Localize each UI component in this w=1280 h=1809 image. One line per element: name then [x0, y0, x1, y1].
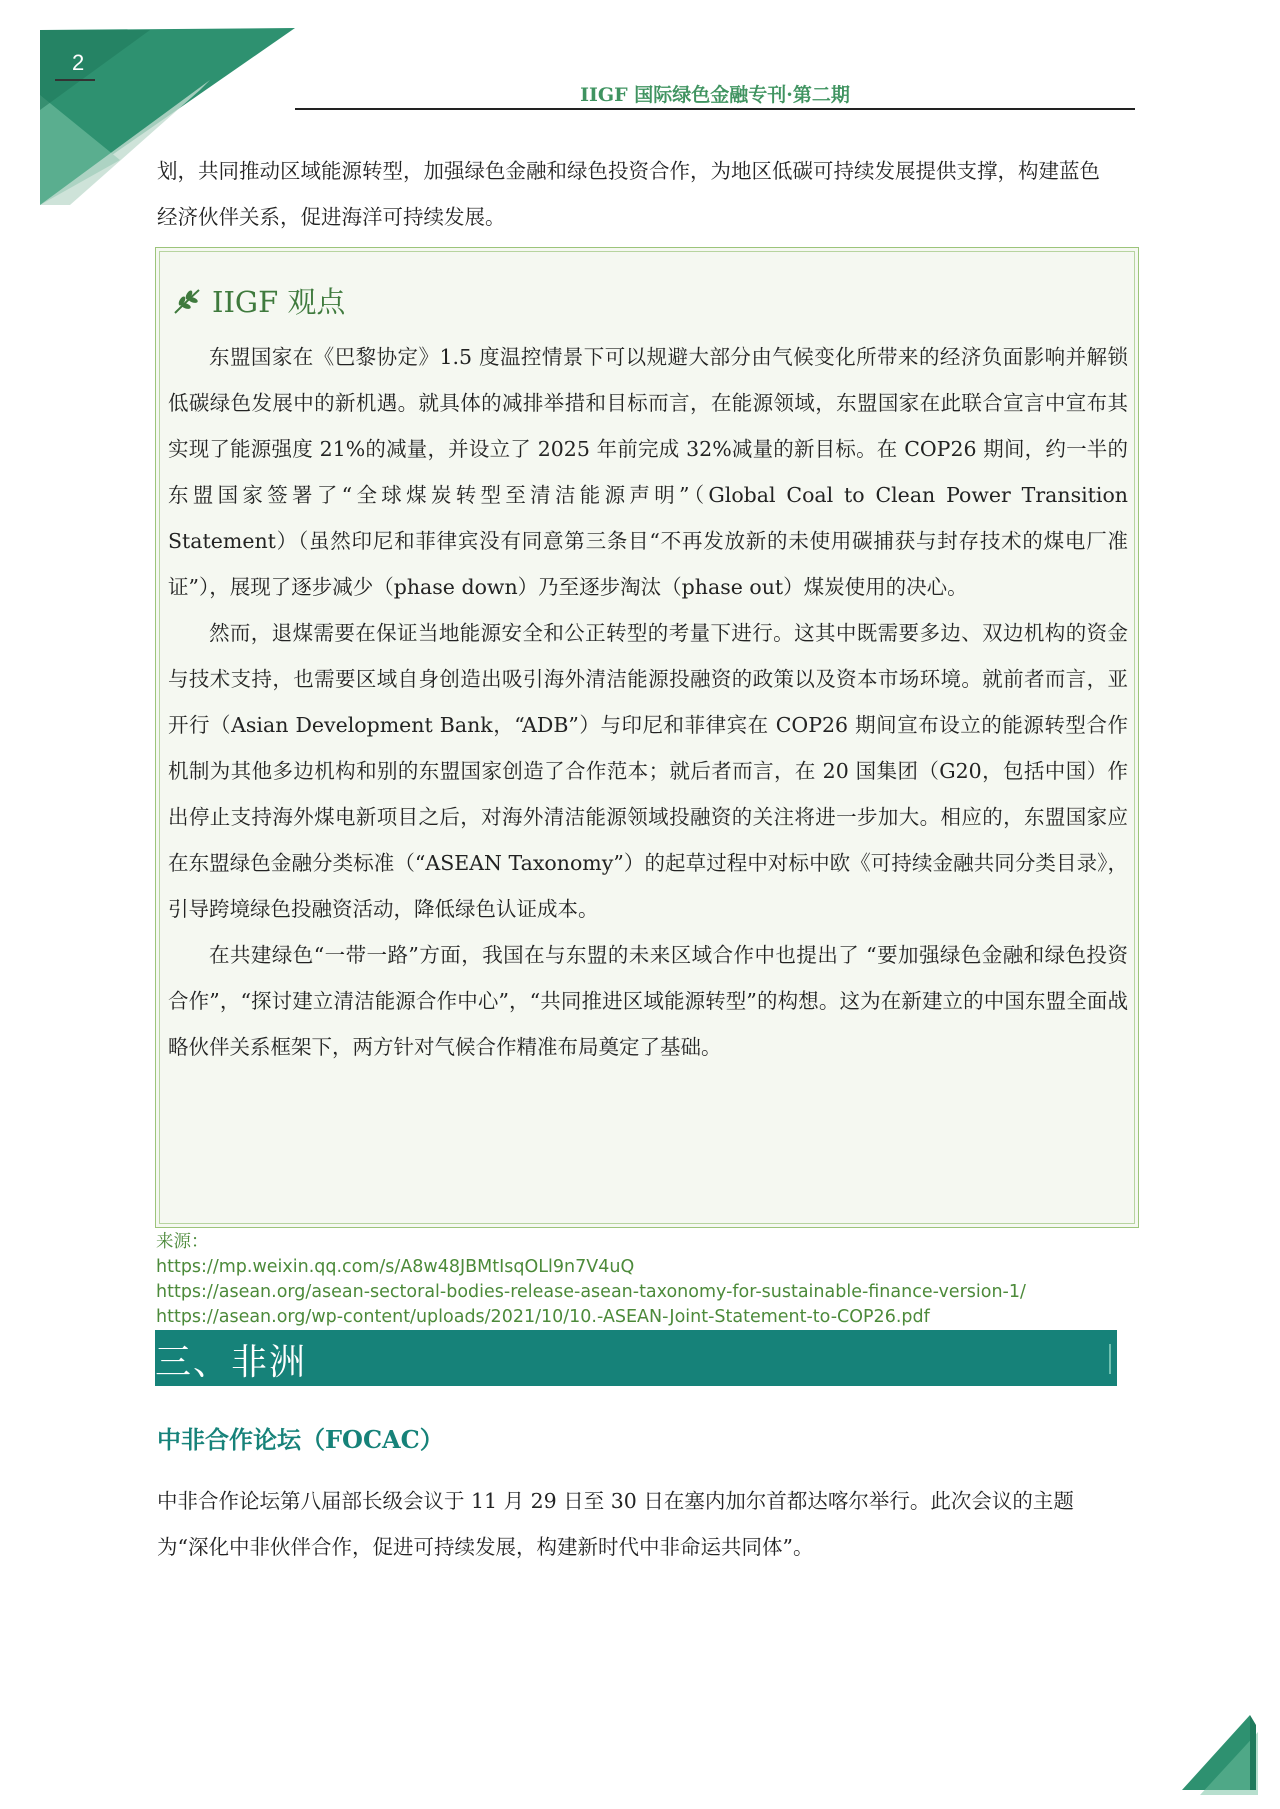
page-number: 2 — [72, 50, 85, 75]
source-link[interactable]: https://asean.org/wp-content/uploads/2021/10/10.-ASEAN-Joint-Statement-to-COP26.pdf — [156, 1307, 930, 1327]
sources-block — [156, 1230, 1026, 1330]
iigf-viewpoint-box — [155, 247, 1139, 1228]
leaf-icon — [172, 286, 202, 316]
iigf-paragraph: 东盟国家在《巴黎协定》1.5 度温控情景下可以规避大部分由气候变化所带来的经济负面影响并解锁低碳绿色发展中的新机遇。就具体的减排举措和目标而言，在能源领域，东盟国家在此联合宣言中宣布其实现了能源强度 21%的减量，并设立了 2025 年前完成 32%减量的新目标。在 COP26 期间，约一半的东盟国家签署了“全球煤炭转型至清洁能源声明”（Global Coal to Clean Power Transition Statement）（虽然印尼和菲律宾没有同意第三条目“不再发放新的未使用碳捕获与封存技术的煤电厂准证”），展现了逐步减少（phase down）乃至逐步淘汰（phase out）煤炭使用的决心。 — [168, 345, 1128, 599]
focac-heading: 中非合作论坛（FOCAC） — [157, 1425, 444, 1454]
header-title: IIGF 国际绿色金融专刊·第二期 — [580, 84, 850, 106]
section-header-bar — [155, 1330, 1117, 1386]
iigf-paragraph: 在共建绿色“一带一路”方面，我国在与东盟的未来区域合作中也提出了 “要加强绿色金融和绿色投资合作”，“探讨建立清洁能源合作中心”，“共同推进区域能源转型”的构想。这为在新建立的中国东盟全面战略伙伴关系框架下，两方针对气候合作精准布局奠定了基础。 — [168, 943, 1128, 1059]
focac-paragraph: 中非合作论坛第八届部长级会议于 11 月 29 日至 30 日在塞内加尔首都达喀尔举行。此次会议的主题为“深化中非伙伴合作，促进可持续发展，构建新时代中非命运共同体”。 — [157, 1489, 1074, 1559]
source-link[interactable]: https://asean.org/asean-sectoral-bodies-release-asean-taxonomy-for-sustainable-finance-version-1/ — [156, 1282, 1026, 1302]
corner-decoration-bottom-right — [1170, 1700, 1260, 1800]
iigf-title-text: IIGF 观点 — [212, 285, 346, 319]
page-number-rule — [55, 79, 95, 81]
iigf-box-title — [172, 280, 345, 321]
iigf-box-body — [168, 334, 1128, 1070]
sources-label: 来源： — [156, 1232, 209, 1252]
iigf-paragraph: 然而，退煤需要在保证当地能源安全和公正转型的考量下进行。这其中既需要多边、双边机构的资金与技术支持，也需要区域自身创造出吸引海外清洁能源投融资的政策以及资本市场环境。就前者而言，亚开行（Asian Development Bank，“ADB”）与印尼和菲律宾在 COP26 期间宣布设立的能源转型合作机制为其他多边机构和别的东盟国家创造了合作范本；就后者而言，在 20 国集团（G20，包括中国）作出停止支持海外煤电新项目之后，对海外清洁能源领域投融资的关注将进一步加大。相应的，东盟国家应在东盟绿色金融分类标准（“ASEAN Taxonomy”）的起草过程中对标中欧《可持续金融共同分类目录》，引导跨境绿色投融资活动，降低绿色认证成本。 — [168, 621, 1128, 921]
section-title: 三、非洲 — [155, 1342, 308, 1383]
section-bar-mark — [1109, 1344, 1111, 1374]
header-rule — [295, 108, 1135, 110]
source-link[interactable]: https://mp.weixin.qq.com/s/A8w48JBMtIsqOLl9n7V4uQ — [156, 1257, 635, 1277]
intro-paragraph: 划，共同推动区域能源转型，加强绿色金融和绿色投资合作，为地区低碳可持续发展提供支撑，构建蓝色经济伙伴关系，促进海洋可持续发展。 — [157, 159, 1100, 229]
